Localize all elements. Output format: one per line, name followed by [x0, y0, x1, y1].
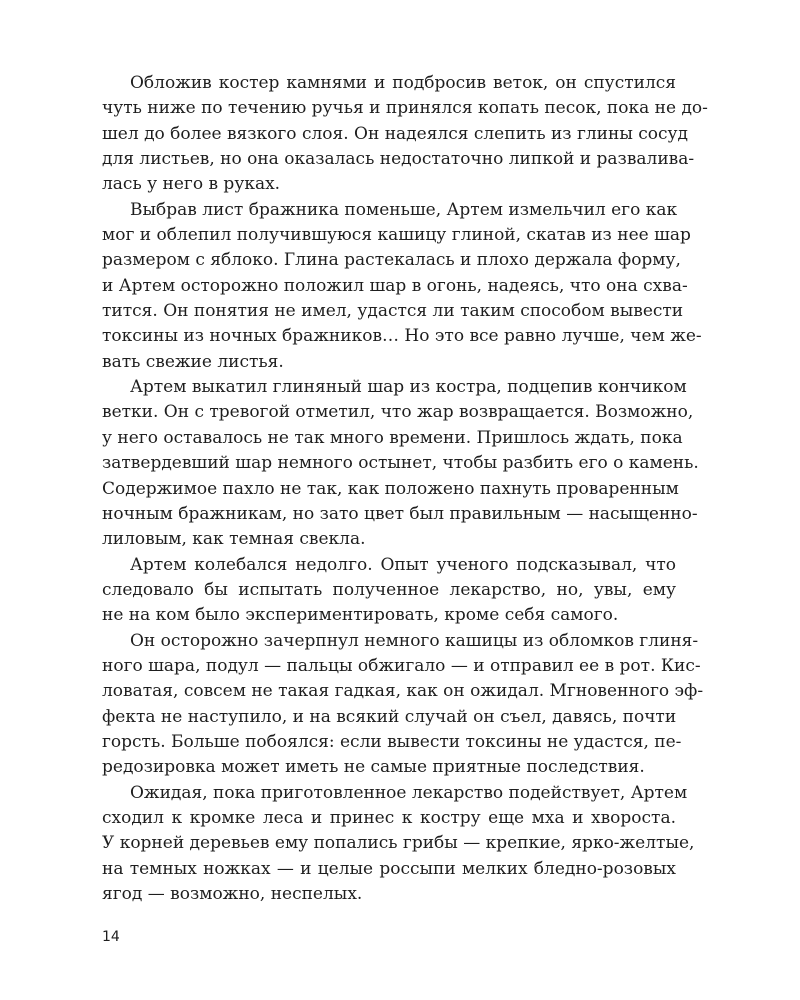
text-line: не на ком было экспериментировать, кроме себя самого. [102, 605, 619, 626]
text-line: У корней деревьев ему попались грибы — крепкие, ярко-желтые, [102, 833, 695, 854]
text-line: токсины из ночных бражников… Но это все равно лучше, чем же- [102, 326, 702, 347]
text-line: ягод — возможно, неспелых. [102, 884, 363, 904]
text-line: Содержимое пахло не так, как положено пахнуть проваренным [102, 478, 679, 499]
text-line: Артем колебался недолго. Опыт ученого подсказывал, что [130, 554, 676, 575]
text-line: и Артем осторожно положил шар в огонь, надеясь, что она схва- [102, 275, 688, 296]
text-line: размером с яблоко. Глина растекалась и плохо держала форму, [102, 250, 681, 271]
text-line: ловатая, совсем не такая гадкая, как он ожидал. Мгновенного эф- [102, 681, 704, 702]
text-line: лась у него в руках. [102, 174, 281, 195]
text-line: Выбрав лист бражника поменьше, Артем измельчил его как [130, 199, 678, 220]
page-number: 14 [102, 929, 120, 945]
paragraph [102, 553, 676, 629]
text-line: мог и облепил получившуюся кашицу глиной, скатав из нее шар [102, 225, 691, 246]
text-line: ночным бражникам, но зато цвет был правильным — насыщенно- [102, 503, 698, 524]
text-line: у него оставалось не так много времени. Пришлось ждать, пока [102, 427, 683, 448]
text-line: шел до более вязкого слоя. Он надеялся слепить из глины сосуд [102, 123, 689, 144]
body-text [102, 71, 708, 907]
paragraph [102, 781, 695, 908]
text-line: следовало бы испытать полученное лекарство, но, увы, ему [102, 579, 676, 600]
text-line: Он осторожно зачерпнул немного кашицы из обломков глиня- [130, 630, 699, 651]
text-line: чуть ниже по течению ручья и принялся копать песок, пока не до- [102, 98, 708, 119]
text-line: редозировка может иметь не самые приятные последствия. [102, 757, 645, 778]
paragraph [102, 629, 704, 781]
text-line: вать свежие листья. [102, 351, 284, 372]
text-line: сходил к кромке леса и принес к костру еще мха и хвороста. [102, 807, 676, 828]
text-line: тится. Он понятия не имел, удастся ли таким способом вывести [102, 301, 684, 322]
text-line: для листьев, но она оказалась недостаточно липкой и развалива- [102, 149, 695, 170]
text-line: ветки. Он с тревогой отметил, что жар возвращается. Возможно, [102, 402, 694, 423]
text-line: Ожидая, пока приготовленное лекарство подействует, Артем [130, 782, 688, 803]
text-line: горсть. Больше побоялся: если вывести токсины не удастся, пе- [102, 731, 682, 752]
paragraph [102, 375, 699, 552]
paragraph [102, 71, 708, 198]
text-line: затвердевший шар немного остынет, чтобы разбить его о камень. [102, 453, 699, 474]
text-line: Артем выкатил глиняный шар из костра, подцепив кончиком [130, 377, 687, 398]
text-line: на темных ножках — и целые россыпи мелких бледно-розовых [102, 858, 676, 879]
text-line: ного шара, подул — пальцы обжигало — и отправил ее в рот. Кис- [102, 655, 701, 676]
paragraph [102, 198, 702, 375]
text-line: лиловым, как темная свекла. [102, 529, 366, 550]
text-line: Обложив костер камнями и подбросив веток, он спустился [130, 73, 676, 93]
text-line: фекта не наступило, и на всякий случай он съел, давясь, почти [102, 706, 677, 727]
